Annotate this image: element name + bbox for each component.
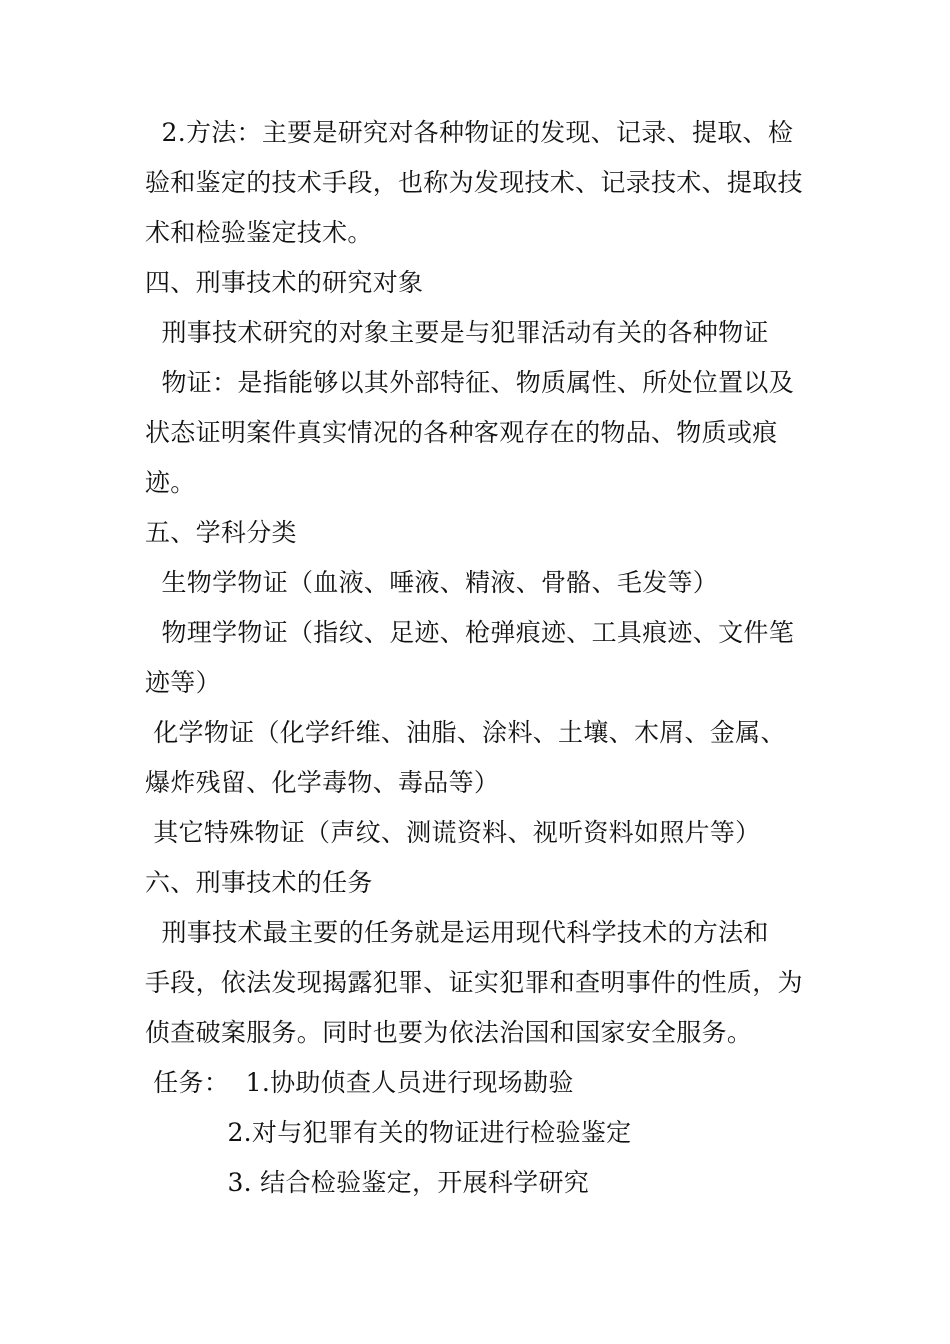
text-line-3: 术和检验鉴定技术。	[145, 218, 373, 247]
text-line-1: 2.方法：主要是研究对各种物证的发现、记录、提取、检	[145, 118, 794, 147]
text-line-19: 侦查破案服务。同时也要为依法治国和国家安全服务。	[145, 1018, 753, 1047]
section-heading-6: 六、刑事技术的任务	[145, 868, 373, 897]
task-line-2: 2.对与犯罪有关的物证进行检验鉴定	[145, 1118, 632, 1147]
text-line-15: 其它特殊物证（声纹、测谎资料、视听资料如照片等）	[145, 818, 761, 847]
section-heading-4: 四、刑事技术的研究对象	[145, 268, 424, 297]
task-line-3: 3. 结合检验鉴定，开展科学研究	[145, 1168, 590, 1197]
text-line-7: 状态证明案件真实情况的各种客观存在的物品、物质或痕	[145, 418, 778, 447]
text-line-14: 爆炸残留、化学毒物、毒品等）	[145, 768, 500, 797]
task-line-1: 任务： 1.协助侦查人员进行现场勘验	[145, 1068, 574, 1097]
text-line-10: 生物学物证（血液、唾液、精液、骨骼、毛发等）	[145, 568, 719, 597]
text-line-6: 物证：是指能够以其外部特征、物质属性、所处位置以及	[145, 368, 794, 397]
section-heading-5: 五、学科分类	[145, 518, 297, 547]
text-line-11: 物理学物证（指纹、足迹、枪弹痕迹、工具痕迹、文件笔	[145, 618, 794, 647]
text-line-13: 化学物证（化学纤维、油脂、涂料、土壤、木屑、金属、	[145, 718, 786, 747]
text-line-5: 刑事技术研究的对象主要是与犯罪活动有关的各种物证	[145, 318, 769, 347]
text-line-17: 刑事技术最主要的任务就是运用现代科学技术的方法和	[145, 918, 769, 947]
text-line-2: 验和鉴定的技术手段，也称为发现技术、记录技术、提取技	[145, 168, 803, 197]
text-line-12: 迹等）	[145, 668, 221, 697]
text-line-8: 迹。	[145, 468, 196, 497]
text-line-18: 手段，依法发现揭露犯罪、证实犯罪和查明事件的性质，为	[145, 968, 803, 997]
